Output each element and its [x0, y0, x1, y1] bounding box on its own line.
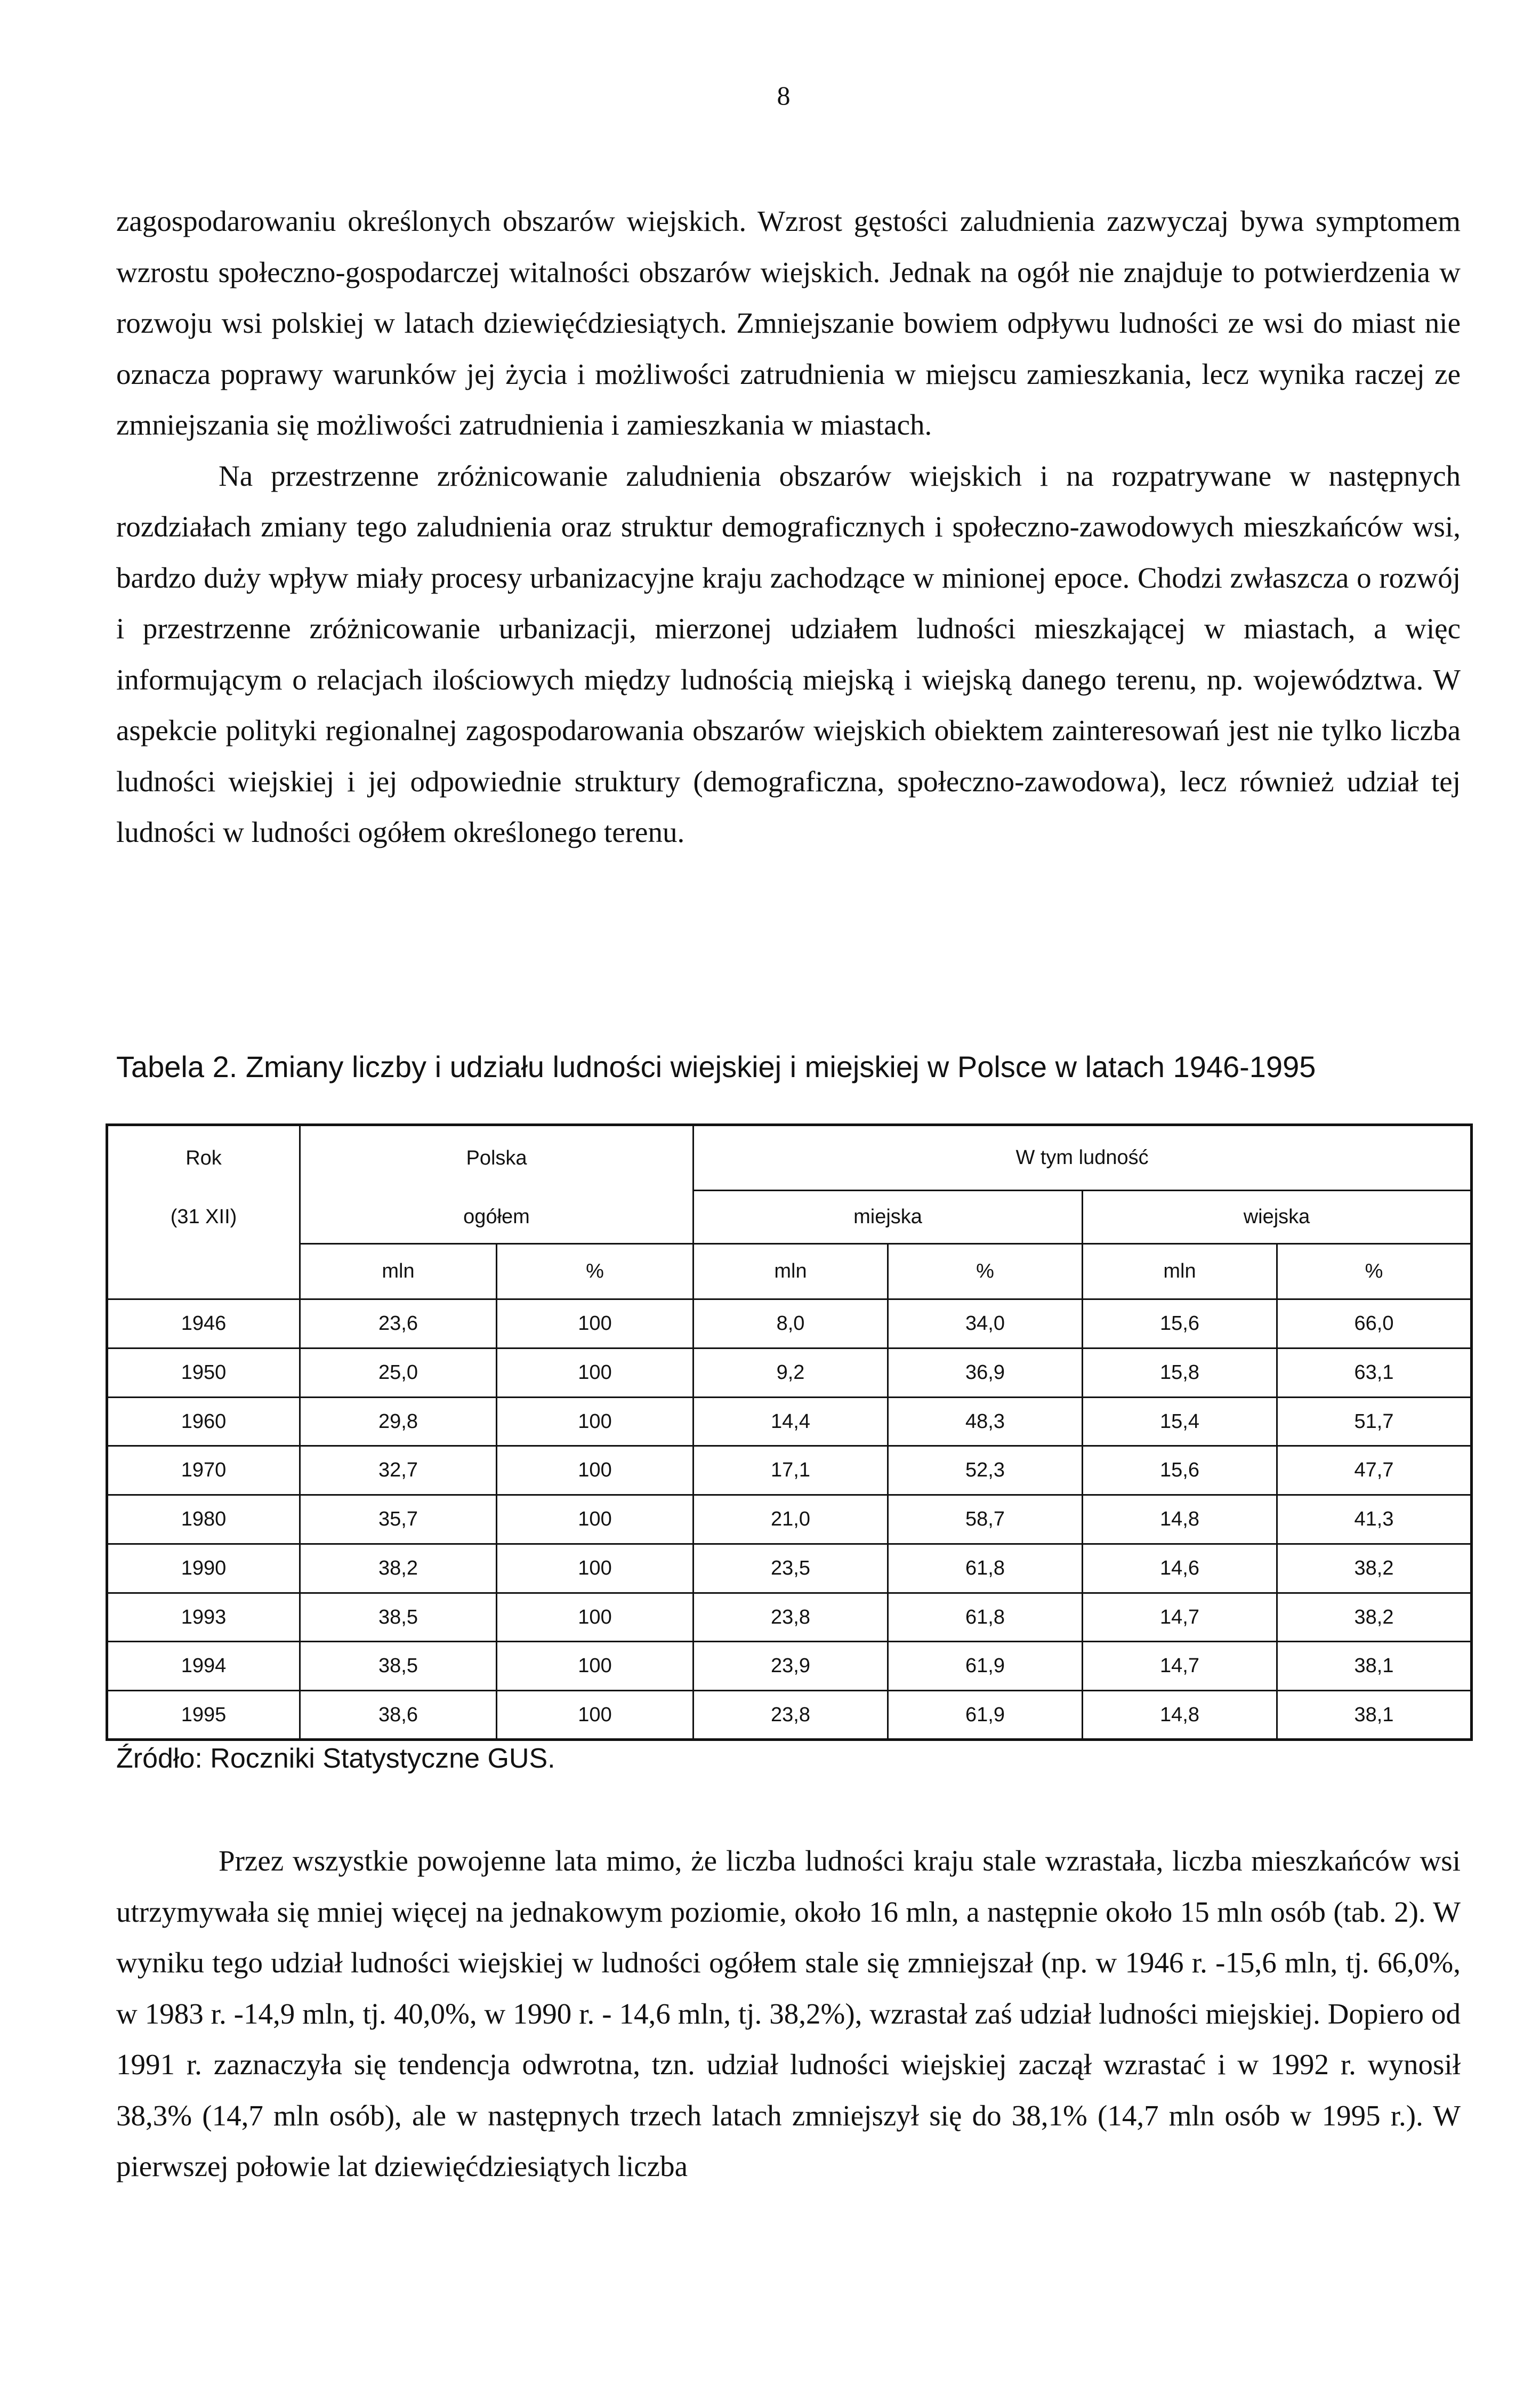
- value-cell: 23,6: [300, 1299, 497, 1349]
- value-cell: 100: [497, 1495, 694, 1544]
- header-polska-ogolem: ogółem: [300, 1191, 694, 1244]
- paragraph-1: zagospodarowaniu określonych obszarów wiejskich. Wzrost gęstości zaludnienia zazwyczaj bywa symptomem wzrostu społeczno-gospodarczej witalności obszarów wiejskich. Jednak na ogół nie znajduje to potwierdzenia w rozwoju wsi polskiej w latach dziewięćdziesiątych. Zmniejszanie bowiem odpływu ludności ze wsi do miast nie oznacza poprawy warunków jej życia i możliwości zatrudnienia w miejscu zamieszkania, lecz wynika raczej ze zmniejszania się możliwości zatrudnienia i zamieszkania w miastach.: [116, 205, 1461, 441]
- value-cell: 52,3: [888, 1446, 1083, 1495]
- table-row: [107, 1495, 1472, 1544]
- header-rok-empty: [107, 1244, 300, 1299]
- value-cell: 100: [497, 1642, 694, 1691]
- value-cell: 38,6: [300, 1691, 497, 1740]
- value-cell: 14,8: [1083, 1495, 1277, 1544]
- header-polska: Polska: [300, 1125, 694, 1191]
- year-cell: 1970: [107, 1446, 300, 1495]
- value-cell: 15,4: [1083, 1397, 1277, 1446]
- value-cell: 14,8: [1083, 1691, 1277, 1740]
- value-cell: 38,5: [300, 1593, 497, 1642]
- value-cell: 29,8: [300, 1397, 497, 1446]
- value-cell: 38,5: [300, 1642, 497, 1691]
- value-cell: 38,1: [1277, 1642, 1472, 1691]
- population-table: [106, 1123, 1473, 1741]
- value-cell: 35,7: [300, 1495, 497, 1544]
- value-cell: 38,2: [1277, 1593, 1472, 1642]
- value-cell: 14,7: [1083, 1593, 1277, 1642]
- page-number: 8: [777, 81, 791, 110]
- table-row: [107, 1642, 1472, 1691]
- table-row: [107, 1593, 1472, 1642]
- header-rok-date: (31 XII): [107, 1191, 300, 1244]
- value-cell: 58,7: [888, 1495, 1083, 1544]
- header-units-row: [107, 1244, 1472, 1299]
- value-cell: 100: [497, 1397, 694, 1446]
- header-w-tym-ludnosc: W tym ludność: [694, 1125, 1472, 1191]
- header-rok: Rok: [107, 1125, 300, 1191]
- unit-cell: %: [888, 1244, 1083, 1299]
- year-cell: 1995: [107, 1691, 300, 1740]
- value-cell: 15,6: [1083, 1299, 1277, 1349]
- year-cell: 1994: [107, 1642, 300, 1691]
- table-row: [107, 1348, 1472, 1397]
- value-cell: 25,0: [300, 1348, 497, 1397]
- value-cell: 23,8: [694, 1691, 888, 1740]
- value-cell: 34,0: [888, 1299, 1083, 1349]
- top-text-block: [116, 196, 1461, 858]
- table-body: [107, 1299, 1472, 1740]
- value-cell: 32,7: [300, 1446, 497, 1495]
- paragraph-2: Na przestrzenne zróżnicowanie zaludnienia obszarów wiejskich i na rozpatrywane w następnych rozdziałach zmiany tego zaludnienia oraz struktur demograficznych i społeczno-zawodowych mieszkańców wsi, bardzo duży wpływ miały procesy urbanizacyjne kraju zachodzące w minionej epoce. Chodzi zwłaszcza o rozwój i przestrzenne zróżnicowanie urbanizacji, mierzonej udziałem ludności mieszkającej w miastach, a więc informującym o relacjach ilościowych między ludnością miejską i wiejską danego terenu, np. województwa. W aspekcie polityki regionalnej zagospodarowania obszarów wiejskich obiektem zainteresowań jest nie tylko liczba ludności wiejskiej i jej odpowiednie struktury (demograficzna, społeczno-zawodowa), lecz również udział tej ludności w ludności ogółem określonego terenu.: [116, 459, 1461, 848]
- value-cell: 15,6: [1083, 1446, 1277, 1495]
- year-cell: 1946: [107, 1299, 300, 1349]
- year-cell: 1990: [107, 1544, 300, 1593]
- value-cell: 15,8: [1083, 1348, 1277, 1397]
- bottom-text-block: [116, 1835, 1461, 2192]
- value-cell: 9,2: [694, 1348, 888, 1397]
- value-cell: 41,3: [1277, 1495, 1472, 1544]
- value-cell: 61,8: [888, 1544, 1083, 1593]
- unit-cell: %: [1277, 1244, 1472, 1299]
- value-cell: 100: [497, 1299, 694, 1349]
- table-caption: Tabela 2. Zmiany liczby i udziału ludności wiejskiej i miejskiej w Polsce w latach 1946-1995: [116, 1050, 1316, 1083]
- table-row: [107, 1299, 1472, 1349]
- table-row: [107, 1544, 1472, 1593]
- value-cell: 100: [497, 1446, 694, 1495]
- year-cell: 1960: [107, 1397, 300, 1446]
- value-cell: 100: [497, 1593, 694, 1642]
- value-cell: 38,2: [1277, 1544, 1472, 1593]
- value-cell: 14,4: [694, 1397, 888, 1446]
- value-cell: 51,7: [1277, 1397, 1472, 1446]
- value-cell: 61,9: [888, 1691, 1083, 1740]
- value-cell: 47,7: [1277, 1446, 1472, 1495]
- value-cell: 100: [497, 1544, 694, 1593]
- value-cell: 100: [497, 1348, 694, 1397]
- table-row: [107, 1446, 1472, 1495]
- value-cell: 61,9: [888, 1642, 1083, 1691]
- unit-cell: mln: [300, 1244, 497, 1299]
- table-row: [107, 1397, 1472, 1446]
- header-wiejska: wiejska: [1083, 1191, 1472, 1244]
- value-cell: 61,8: [888, 1593, 1083, 1642]
- year-cell: 1980: [107, 1495, 300, 1544]
- value-cell: 66,0: [1277, 1299, 1472, 1349]
- value-cell: 38,2: [300, 1544, 497, 1593]
- unit-cell: mln: [1083, 1244, 1277, 1299]
- year-cell: 1993: [107, 1593, 300, 1642]
- value-cell: 23,9: [694, 1642, 888, 1691]
- unit-cell: mln: [694, 1244, 888, 1299]
- header-row-1: [107, 1125, 1472, 1191]
- value-cell: 8,0: [694, 1299, 888, 1349]
- value-cell: 100: [497, 1691, 694, 1740]
- value-cell: 14,6: [1083, 1544, 1277, 1593]
- value-cell: 48,3: [888, 1397, 1083, 1446]
- table-source-note: Źródło: Roczniki Statystyczne GUS.: [116, 1743, 555, 1774]
- value-cell: 38,1: [1277, 1691, 1472, 1740]
- value-cell: 36,9: [888, 1348, 1083, 1397]
- year-cell: 1950: [107, 1348, 300, 1397]
- value-cell: 23,8: [694, 1593, 888, 1642]
- value-cell: 63,1: [1277, 1348, 1472, 1397]
- unit-cell: %: [497, 1244, 694, 1299]
- value-cell: 21,0: [694, 1495, 888, 1544]
- value-cell: 23,5: [694, 1544, 888, 1593]
- header-row-2: [107, 1191, 1472, 1244]
- header-miejska: miejska: [694, 1191, 1083, 1244]
- table-row: [107, 1691, 1472, 1740]
- value-cell: 14,7: [1083, 1642, 1277, 1691]
- paragraph-3: Przez wszystkie powojenne lata mimo, że liczba ludności kraju stale wzrastała, liczba mieszkańców wsi utrzymywała się mniej więcej na jednakowym poziomie, około 16 mln, a następnie około 15 mln osób (tab. 2). W wyniku tego udział ludności wiejskiej w ludności ogółem stale się zmniejszał (np. w 1946 r. -15,6 mln, tj. 66,0%, w 1983 r. -14,9 mln, tj. 40,0%, w 1990 r. - 14,6 mln, tj. 38,2%), wzrastał zaś udział ludności miejskiej. Dopiero od 1991 r. zaznaczyła się tendencja odwrotna, tzn. udział ludności wiejskiej zaczął wzrastać i w 1992 r. wynosił 38,3% (14,7 mln osób), ale w następnych trzech latach zmniejszył się do 38,1% (14,7 mln osób w 1995 r.). W pierwszej połowie lat dziewięćdziesiątych liczba: [116, 1844, 1461, 2182]
- value-cell: 17,1: [694, 1446, 888, 1495]
